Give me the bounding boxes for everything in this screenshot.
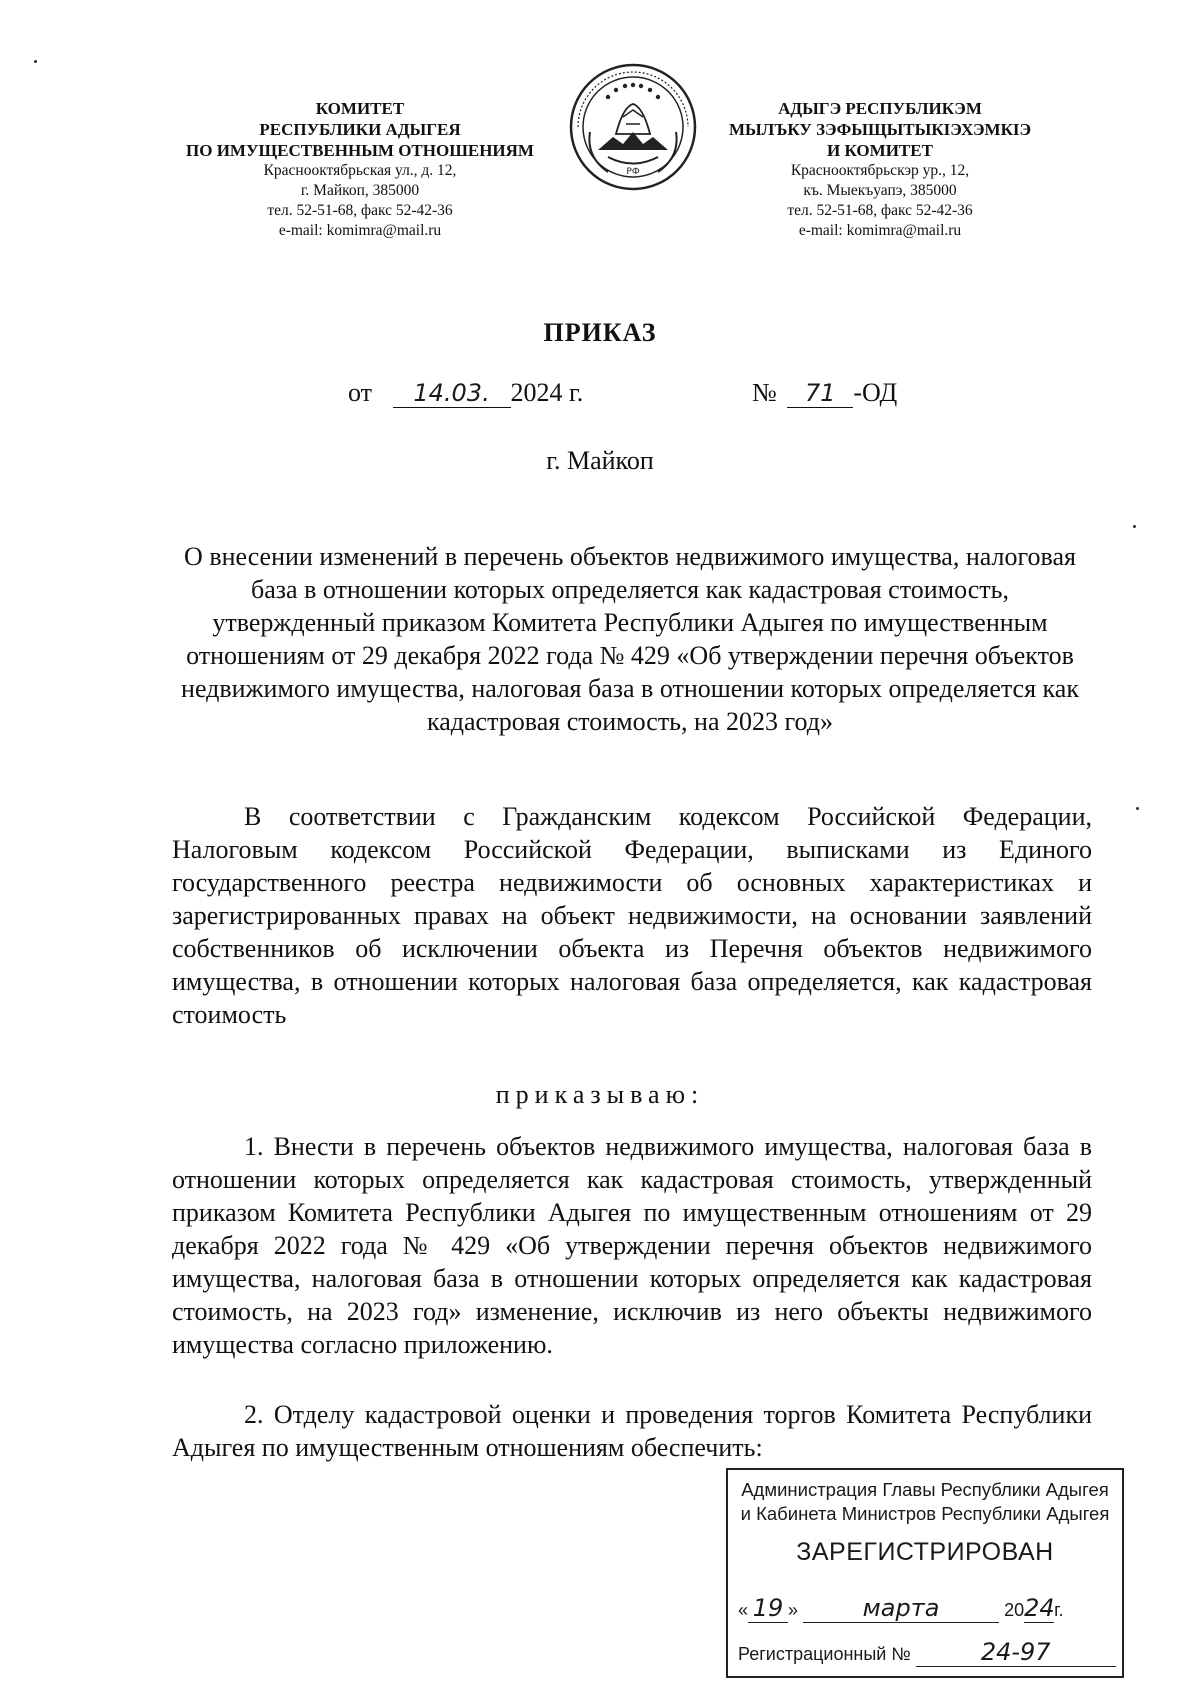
coat-of-arms-icon [568,62,698,192]
stamp-org-line2: и Кабинета Министров Республики Адыгея [740,1503,1110,1524]
order-date [348,378,583,408]
header-right-email: e-mail: komimra@mail.ru [798,222,962,239]
stamp-quote-open: « [738,1600,749,1620]
header-right-line3: И КОМИТЕТ [827,141,933,160]
stamp-quote-close: » [788,1600,799,1620]
stamp-reg-row [738,1638,1114,1667]
number-handwritten: 71 [787,379,853,408]
order-word: приказываю: [495,1080,705,1109]
preamble-paragraph: В соответствии с Гражданским кодексом Российской Федерации, Налоговым кодексом Российской Федерации, выписками из Единого государственного реестра недвижимости об основных характеристиках и зарегистрированных правах на объект недвижимости, на основании заявлений собственников об исключении объекта из Перечня объектов недвижимого имущества, в отношении которых налоговая база определяется, как кадастровая стоимость [172,802,1092,1029]
number-prefix: № [752,378,777,407]
document-title: ПРИКАЗ [543,318,657,347]
scan-speck [1136,807,1139,810]
header-right [710,98,1050,241]
stamp-reg-label: Регистрационный № [738,1644,911,1664]
date-handwritten: 14.03. [393,379,511,408]
stamp-date-row [738,1594,1114,1623]
header-left-email: e-mail: komimra@mail.ru [278,222,442,239]
header-left-line1: КОМИТЕТ [315,99,405,118]
header-right-address: Краснооктябрьскэр ур., 12, [790,162,970,179]
stamp-year-hand: 24 [1024,1594,1055,1622]
header-left-line3: ПО ИМУЩЕСТВЕННЫМ ОТНОШЕНИЯМ [186,141,534,160]
date-prefix: от [348,378,373,407]
scan-speck [1133,525,1136,528]
number-suffix: -ОД [853,378,898,407]
header-left [160,98,560,241]
header-left-address: Краснооктябрьская ул., д. 12, [263,162,457,179]
header-left-city: г. Майкоп, 385000 [300,182,420,199]
stamp-year-prefix: 20 [1004,1600,1025,1620]
document-subject: О внесении изменений в перечень объектов недвижимого имущества, налоговая база в отношении которых определяется как кадастровая стоимость, утвержденный приказом Комитета Республики Адыгея по имущественным отношениям от 29 декабря 2022 года № 429 «Об утверждении перечня объектов недвижимого имущества, налоговая база в отношении которых определяется как кадастровая стоимость, на 2023 год» [181,542,1079,736]
stamp-month: марта [803,1594,999,1623]
registration-stamp [726,1468,1124,1678]
header-right-line1: АДЫГЭ РЕСПУБЛИКЭМ [778,99,982,118]
stamp-org [728,1478,1122,1526]
stamp-org-line1: Администрация Главы Республики Адыгея [741,1479,1109,1500]
stamp-day: 19 [748,1594,788,1623]
header-right-city: къ. Мыекъуапэ, 385000 [803,182,957,199]
date-suffix: 2024 г. [510,378,584,407]
item-1-paragraph: 1. Внести в перечень объектов недвижимого имущества, налоговая база в отношении которых определяется как кадастровая стоимость, утвержденный приказом Комитета Республики Адыгея по имущественным отношениям от 29 декабря 2022 года № 429 «Об утверждении перечня объектов недвижимого имущества, налоговая база в отношении которых определяется как кадастровая стоимость, на 2023 год» изменение, исключив из него объекты недвижимого имущества согласно приложению. [172,1132,1092,1359]
svg-text:РФ: РФ [626,167,640,177]
document-city: г. Майкоп [546,446,654,475]
order-number [752,378,897,408]
item-2-paragraph: 2. Отделу кадастровой оценки и проведения торгов Комитета Республики Адыгея по имущественным отношениям обеспечить: [172,1400,1092,1462]
header-left-line2: РЕСПУБЛИКИ АДЫГЕЯ [259,120,461,139]
header-left-phone: тел. 52-51-68, факс 52-42-36 [267,202,453,219]
header-right-phone: тел. 52-51-68, факс 52-42-36 [787,202,973,219]
stamp-reg-number: 24-97 [916,1638,1116,1667]
stamp-year-suffix: г. [1054,1600,1064,1620]
header-right-line2: МЫЛЪКУ ЗЭФЫЩЫТЫКIЭХЭМКIЭ [728,120,1032,139]
stamp-status: ЗАРЕГИСТРИРОВАН [796,1538,1054,1566]
scan-speck [34,60,37,63]
